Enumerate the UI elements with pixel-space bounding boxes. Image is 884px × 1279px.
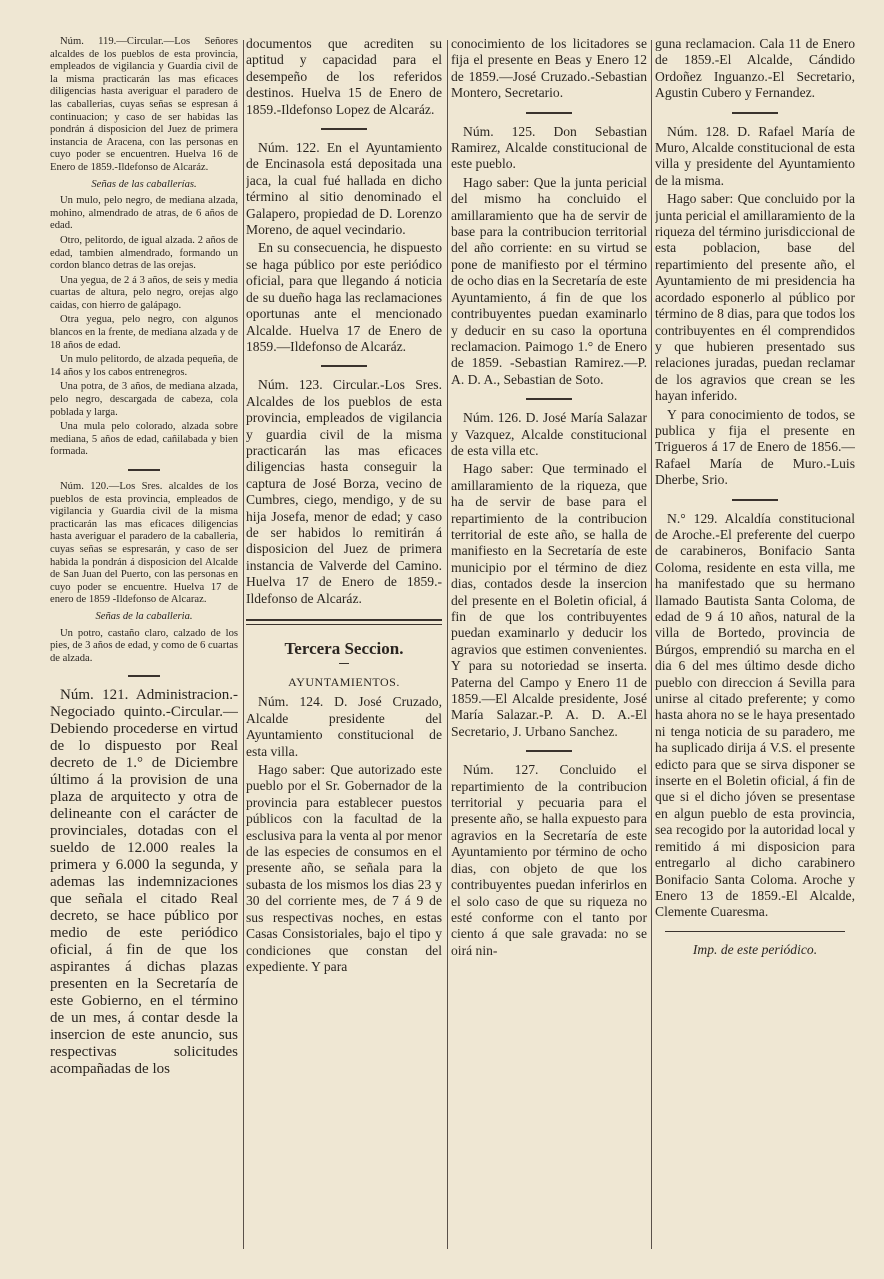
column-divider [651,40,652,1249]
description-item: Una yegua, de 2 á 3 años, de seis y media cuartas de altura, pelo negro, orejas algo caidas, con hierro de galápago. [50,274,238,311]
notice-continuation: conocimiento de los licitadores se fija el presente en Beas y Enero 12 de 1859.—José Cruzado.-Sebastian Montero, Secretario. [451,36,647,101]
description-item: Una mula pelo colorado, alzada sobre mediana, 5 años de edad, cañilabada y bien formada. [50,421,238,458]
column-2 [246,36,442,1255]
column-1 [50,36,238,1255]
notice-123: Núm. 123. Circular.-Los Sres. Alcaldes de los pueblos de esta provincia, empleados de vigilancia y guardia civil de la misma practicarán las mas eficaces diligencias hasta conseguir la captura de José Borza, vecino de Cumbres, ciego, mendigo, y de su hija Josefa, menor de edad; y caso de ser habidos lo remitirán á disposicion del Juez de primera instancia de Valverde del Camino. Huelva 17 de Enero de 1859.-Ildefonso de Alcaráz. [246,377,442,606]
notice-122: Núm. 122. En el Ayuntamiento de Encinasola está depositada una jaca, la cual fué hallada en dicho término al sitio denominado el Galapero, propiedad de D. Lorenzo Moreno, de aquel vecindario. [246,140,442,238]
notice-continuation: guna reclamacion. Cala 11 de Enero de 1859.-El Alcalde, Cándido Ordoñez Inguanzo.-El Secretario, Agustin Cubero y Fernandez. [655,36,855,101]
separator-rule [321,128,367,130]
separator-rule [526,750,572,752]
description-item: Otro, pelitordo, de igual alzada. 2 años de edad, tambien almendrado, formando un cordon blanco detras de las orejas. [50,234,238,272]
notice-128-closing: Y para conocimiento de todos, se publica y fija el presente en Trigueros á 17 de Enero de 1856.—Rafael María de Muro.-Luis Dherbe, Srio. [655,406,855,488]
column-4 [655,36,855,1255]
notice-124: Núm. 124. D. José Cruzado, Alcalde presidente del Ayuntamiento constitucional de esta villa. [246,694,442,759]
notice-119: Núm. 119.—Circular.—Los Señores alcaldes de los pueblos de esta provincia, empleados de vigilancia y Guardia civil de la misma practicarán las mas eficaces diligencias hasta averiguar el paradero de las caballerias, cuyas señas se espresan á continuacion; y caso de ser habidas las pondrán á disposicion del Juez de primera instancia de Aracena, con las personas en cuyo poder se encuentren. Huelva 16 de Enero de 1859.-Ildefonso de Alcaráz. [50,36,238,173]
notice-121: Núm. 121. Administracion.-Negociado quinto.-Circular.—Debiendo procederse en virtud de lo dispuesto por Real decreto de 1.° de Diciembre último á la provision de una plaza de arquitecto y otra de delineante con el carácter de provinciales, dotadas con el sueldo de 12.000 reales la primera y 6.000 la segunda, y ademas las indemnizaciones que señala el citado Real decreto, se hace público por medio de este periódico oficial, á fin de que los aspirantes á dichas plazas presenten en la Secretaría de este Gobierno, en el término de un mes, á contar desde la insercion de este anuncio, sus respectivas solicitudes acompañadas de los [50,687,238,1078]
description-item: Un potro, castaño claro, calzado de los pies, de 3 años de edad, y como de 6 cuartas de alzada. [50,627,238,664]
notice-continuation: documentos que acrediten su aptitud y capacidad para el desempeño de los referidos destinos. Huelva 15 de Enero de 1859.-Ildefonso Lopez de Alcaráz. [246,36,442,117]
notice-126: Núm. 126. D. José María Salazar y Vazquez, Alcalde constitucional de esta villa etc. [451,410,647,458]
notice-129: N.° 129. Alcaldía constitucional de Aroche.-El preferente del cuerpo de carabineros, Bonifacio Santa Coloma, residente en esta villa, me ha manifestado que su hermano llamado Bautista Santa Coloma, de edad de 9 á 10 años, natural de la villa de Bortedo, provincia de Búrgos, emprendió su marcha en el dia 6 del mes último desde dicho pueblo con direccion á Sevilla para unirse al citado preferente; y como hasta ahora no se le haya presentado ni tenga noticia de su paradero, me ha suplicado dirija á V.S. el presente edicto para que se sirva disponer se inserte en el Boletin oficial, á fin de que si el dicho jóven se presentase en algun pueblo de esta provincia, sea recogido por la autoridad local y remitido á mi disposicion para entregarlo al dicho carabinero Bonifacio Santa Coloma. Aroche y Enero 13 de 1859.-El Alcalde, Clemente Cuaresma. [655,510,855,920]
section-double-rule [246,619,442,625]
separator-rule [526,398,572,400]
notice-124-body: Hago saber: Que autorizado este pueblo por el Sr. Gobernador de la provincia para establecer puestos públicos con la facultad de la esclusiva para la venta al por menor de las especies de consumos en el presente año, se señala para la subasta de los mismos los dias 23 y 30 del corriente mes, de 7 á 9 de sus respectivas noches, en estas Casas Consistoriales, bajo el tipo y condiciones que constan del expediente. Y para [246,762,442,974]
separator-rule [732,112,778,114]
description-item: Un mulo pelitordo, de alzada pequeña, de 14 años y los cabos entrenegros. [50,354,238,378]
subsection-heading: AYUNTAMIENTOS. [288,675,400,689]
notice-126-body: Hago saber: Que terminado el amillaramiento de la riqueza, que ha de servir de base para el repartimiento de la contribucion territorial de este año, se halla de manifiesto en la Secretaría de este municipio por el término de diez dias, contados desde la insercion del presente en el Boletin oficial, á fin de que los contribuyentes puedan examinarlo y deducir los agravios que estimen convenientes. Y para su notoriedad se inserta. Paterna del Campo y Enero 11 de 1859.—El Alcalde presidente, José María Salazar.-P. A. D. A.-El Secretario, J. Urbano Sanchez. [451,461,647,739]
printer-imprint: Imp. de este periódico. [692,941,818,957]
notice-128-body: Hago saber: Que concluido por la junta pericial el amillaramiento de la riqueza del término jurisdiccional de esta poblacion, base del repartimiento del presente año, el Ayuntamiento de mi presidencia ha acordado esponerlo al público por término de 8 dias, para que todos los contribuyentes en él comprendidos y que hubieren presentado sus relaciones juradas, puedan reclamar de los agravios que crean se les hayan inferido. [655,191,855,404]
notice-125: Núm. 125. Don Sebastian Ramirez, Alcalde constitucional de este pueblo. [451,123,647,172]
separator-rule [526,112,572,114]
subheading-senas: Señas de la caballeria. [95,610,193,622]
column-divider [243,40,244,1249]
notice-128: Núm. 128. D. Rafael María de Muro, Alcalde constitucional de esta villa y presidente del Ayuntamiento de la misma. [655,123,855,188]
section-dash [339,663,349,664]
description-item: Una potra, de 3 años, de mediana alzada, pelo negro, descargada de cabeza, cola poblada y larga. [50,381,238,418]
separator-rule [732,499,778,501]
separator-rule [321,365,367,367]
notice-127: Núm. 127. Concluido el repartimiento de la contribucion territorial y pecuaria para el presente año, se halla expuesto para agravios en la Secretaría de este Ayuntamiento por término de ocho dias, con objeto de que los contribuyentes puedan inferirlos en el solo caso de que su riqueza no esté conforme con el tanto por ciento á que sale gravada: no se oirá nin- [451,762,647,958]
description-item: Un mulo, pelo negro, de mediana alzada, mohino, almendrado de atras, de 6 años de edad. [50,195,238,232]
subheading-senas: Señas de las caballerías. [91,178,197,190]
separator-rule [128,675,160,677]
section-heading: Tercera Seccion. [284,639,404,658]
separator-rule [665,931,845,932]
notice-125-body: Hago saber: Que la junta pericial del mismo ha concluido el amillaramiento que ha de servir de base para la contribucion territorial del año corriente: en su virtud se pone de manifiesto por el término de ocho dias en la Secretaría de este Ayuntamiento, á fin de que los contribuyentes puedan examinarlo y deducir en su caso la oportuna reclamacion. Paimogo 1.° de Enero de 1859. -Sebastian Ramirez.—P. A. D. A., Sebastian de Soto. [451,174,647,387]
description-item: Otra yegua, pelo negro, con algunos blancos en la frente, de mediana alzada y de 18 años de edad. [50,314,238,351]
column-divider [447,40,448,1249]
notice-122-body: En su consecuencia, he dispuesto se haga público por este periódico oficial, para que llegando á noticia de su dueño haga las reclamaciones oportunas ante el mencionado Alcalde. Huelva 17 de Enero de 1859.—Ildefonso de Alcaráz. [246,240,442,354]
column-3 [451,36,647,1255]
separator-rule [128,469,160,471]
notice-120: Núm. 120.—Los Sres. alcaldes de los pueblos de esta provincia, empleados de vigilancia y Guardia civil de la misma practicarán las mas eficaces diligencias hasta averiguar el paradero de la caballeria, cuyas señas se espresarán, y caso de ser habida la pondrán á disposicion del Alcalde de San Juan del Puerto, con las personas en cuyo poder se encuentre. Huelva 17 de enero de 1859 -Ildefonso de Alcaraz. [50,481,238,606]
